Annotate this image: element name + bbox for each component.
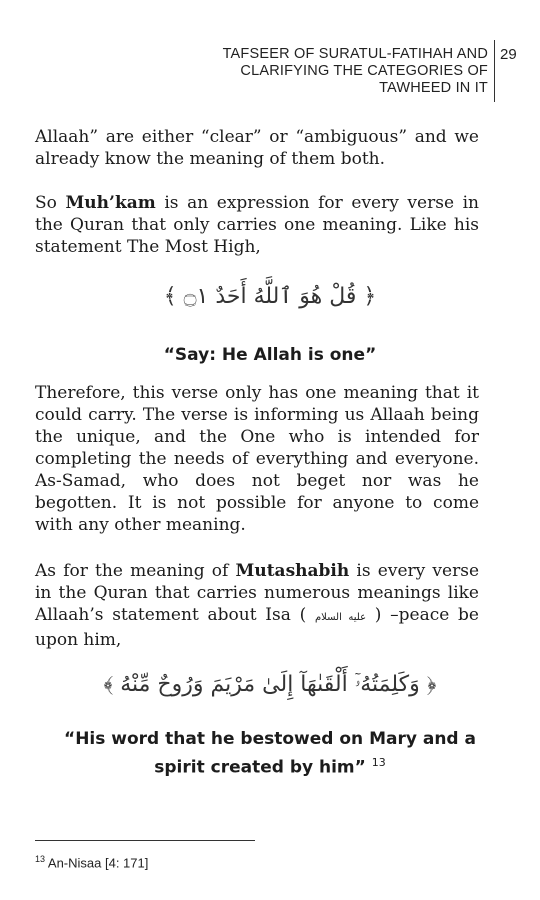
paragraph-4 — [35, 560, 479, 651]
header-title-line2: CLARIFYING THE CATEGORIES OF — [240, 63, 488, 79]
paragraph-4-post: is every verse in the Quran that carries numerous meanings like Allaah’s statement about Isa ( — [35, 561, 480, 625]
header-title-line3: TAWHEED IN IT — [379, 80, 488, 96]
paragraph-2-pre: So — [35, 193, 66, 213]
footnote-reference: 13 — [371, 756, 386, 769]
running-header — [150, 46, 488, 97]
page-number: 29 — [500, 46, 517, 63]
paragraph-2 — [35, 192, 479, 258]
footnote — [35, 854, 148, 870]
header-divider — [494, 40, 495, 102]
footnote-text: An-Nisaa [4: 171] — [45, 855, 149, 871]
verse-2-translation-line1: “His word that he bestowed on Mary and a — [64, 729, 476, 749]
quran-verse-2: ﴿ وَكَلِمَتُهُۥٓ أَلْقَىٰهَآ إِلَىٰ مَرْيَمَ وَرُوحٌ مِّنْهُ ﴾ — [103, 672, 437, 697]
paragraph-2-post: is an expression for every verse in the Quran that only carries one meaning. Like his statement The Most High, — [35, 193, 479, 257]
verse-2-translation-line2-text: spirit created by him” — [154, 757, 366, 778]
verse-2-translation — [0, 728, 540, 780]
quran-verse-1: ﴿ قُلْ هُوَ ٱللَّهُ أَحَدٌ ۝١ ﴾ — [163, 284, 377, 309]
paragraph-4-end: ) –peace be upon him, — [35, 605, 479, 650]
footnote-divider — [35, 840, 255, 841]
paragraph-1: Allaah” are either “clear” or “ambiguous” and we already know the meaning of them both. — [35, 127, 479, 169]
honorific-glyph: عليه السلام — [314, 612, 367, 623]
term-muhkam: Muh’kam — [65, 193, 156, 213]
paragraph-4-pre: As for the meaning of — [35, 561, 236, 581]
verse-2-translation-line2 — [0, 751, 540, 780]
verse-1-translation: “Say: He Allah is one” — [163, 345, 377, 365]
footnote-marker: 13 — [35, 854, 46, 864]
term-mutashabih: Mutashabih — [235, 561, 350, 581]
header-title-line1: TAFSEER OF SURATUL-FATIHAH AND — [222, 46, 488, 62]
paragraph-3: Therefore, this verse only has one meaning that it could carry. The verse is informing us Allaah being the unique, and the One who is intended for completing the needs of everything and everyone. As-Samad, who does not beget nor was he begotten. It is not possible for anyone to come with any other meaning. — [35, 383, 479, 535]
